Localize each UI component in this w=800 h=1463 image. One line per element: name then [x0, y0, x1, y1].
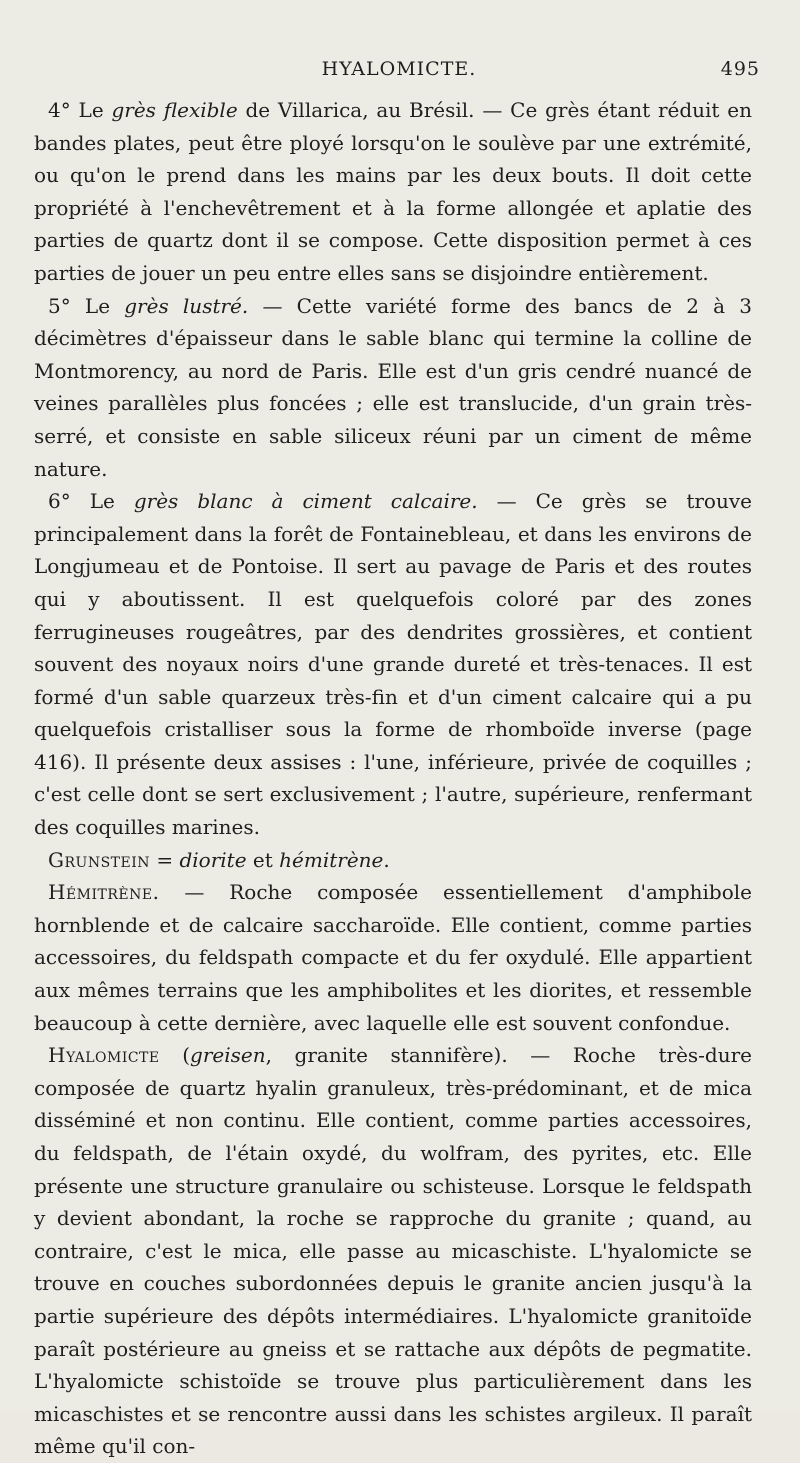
entry-hemitrene [34, 876, 752, 1039]
term-italic: diorite [179, 847, 247, 872]
paragraph-text: — Roche très-dure composée de quartz hyalin granuleux, très-prédominant, et de mica disséminé et non continu. Elle contient, comme parties accessoires, du feldspath, de l'étain oxydé, du wolfram, des pyrites, etc. Elle présente une structure granulaire ou schisteuse. Lorsque le feldspath y devient abondant, la roche se rapproche du granite ; quand, au contraire, c'est le mica, elle passe au micaschiste. L'hyalomicte se trouve en couches subordonnées depuis le granite ancien jusqu'à la partie supérieure des dépôts intermédiaires. L'hyalomicte granitoïde paraît postérieure au gneiss et se rattache aux dépôts de pegmatite. L'hyalomicte schistoïde se trouve plus particulièrement dans les micaschistes et se rencontre aussi dans les schistes argileux. Il paraît même qu'il con- [34, 1043, 752, 1459]
paren-rest: , granite stannifère). [265, 1043, 508, 1068]
paragraph-gres-blanc [34, 485, 752, 844]
item-number: 6° Le [48, 489, 134, 514]
conjunction: et [246, 847, 280, 872]
paragraph-text: — Ce grès se trouve principalement dans la forêt de Fontainebleau, et dans les environs de Longjumeau et de Pontoise. Il sert au pavage de Paris et des routes qui y aboutissent. Il est quelquefois coloré par des zones ferrugineuses rougeâtres, par des dendrites grossières, et contient souvent des noyaux noirs d'une grande dureté et très-tenaces. Il est formé d'un sable quarzeux très-fin et d'un ciment calcaire qui a pu quelquefois cristalliser sous la forme de rhomboïde inverse (page 416). Il présente deux assises : l'une, inférieure, privée de coquilles ; c'est celle dont se sert exclusivement ; l'autre, supérieure, renfermant des coquilles marines. [34, 489, 752, 840]
entry-head: Grunstein [48, 847, 150, 872]
term-italic: hémitrène [279, 847, 384, 872]
entry-head: Hyalomicte [48, 1043, 160, 1068]
entry-grunstein [34, 844, 752, 877]
term-italic: grès lustré. [124, 293, 249, 318]
equals-sign: = [150, 847, 180, 872]
entry-hyalomicte [34, 1039, 752, 1463]
item-number: 4° Le [48, 98, 112, 122]
term-italic: greisen [190, 1043, 266, 1068]
paragraph-text: — Cette variété forme des bancs de 2 à 3 décimètres d'épaisseur dans le sable blanc qui termine la colline de Montmorency, au nord de Paris. Elle est d'un gris cendré nuancé de veines parallèles plus foncées ; elle est translucide, d'un grain très-serré, et consiste en sable siliceux réuni par un ciment de même nature. [34, 293, 752, 481]
term-italic: grès flexible [111, 98, 238, 122]
paragraph-text: de Villarica, au Brésil. — Ce grès étant réduit en bandes plates, peut être ployé lorsqu'on le soulève par une extrémité, ou qu'on le prend dans les mains par les deux bouts. Il doit cette propriété à l'enchevêtrement et à la forme allongée et aplatie des parties de quartz dont il se compose. Cette disposition permet à ces parties de jouer un peu entre elles sans se disjoindre entièrement. [34, 98, 752, 285]
paragraph-gres-flexible [34, 94, 752, 290]
running-header [34, 58, 764, 92]
page-number: 495 [720, 58, 760, 80]
entry-head: Hémitrène. [48, 880, 160, 905]
period: . [383, 847, 390, 872]
paren-open: ( [159, 1043, 191, 1068]
item-number: 5° Le [48, 293, 125, 318]
paragraph-gres-lustre [34, 290, 752, 486]
running-title: HYALOMICTE. [321, 58, 477, 80]
page-body [34, 94, 752, 1463]
paragraph-text: — Roche composée essentiellement d'amphibole hornblende et de calcaire saccharoïde. Elle contient, comme parties accessoires, du feldspath compacte et du fer oxydulé. Elle appartient aux mêmes terrains que les amphibolites et les diorites, et ressemble beaucoup à cette dernière, avec laquelle elle est souvent confondue. [34, 880, 752, 1035]
term-italic: grès blanc à ciment calcaire. [133, 489, 478, 514]
